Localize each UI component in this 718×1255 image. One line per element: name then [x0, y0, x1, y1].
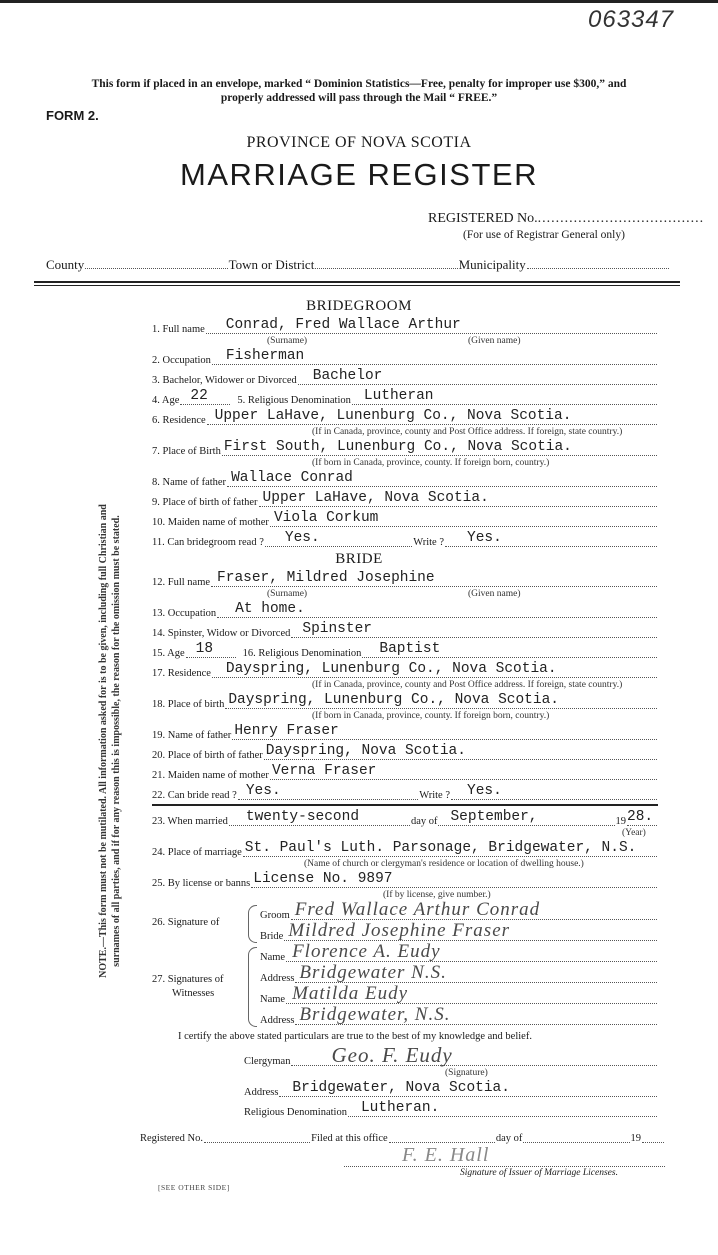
label: Filed at this office [311, 1133, 388, 1144]
label: Registered No. [140, 1133, 203, 1144]
label: 16. Religious Denomination [242, 648, 362, 659]
filed-year-input[interactable] [642, 1142, 664, 1143]
registered-number-field: REGISTERED No...................................... [428, 211, 705, 226]
license-number: License No. 9897 [253, 871, 393, 887]
label: 12. Full name [152, 577, 211, 588]
groom-status: Bachelor [312, 368, 383, 384]
label: 8. Name of father [152, 477, 227, 488]
given-name-hint: (Given name) [468, 589, 521, 599]
bride-signature-row [260, 922, 658, 943]
bride-religion: Baptist [379, 641, 441, 657]
groom-read-write-row [152, 529, 658, 549]
page-title: MARRIAGE REGISTER [180, 157, 538, 192]
filed-month-input[interactable] [523, 1142, 629, 1143]
issuer-signature-line [344, 1145, 665, 1167]
clergyman-row [244, 1043, 658, 1068]
groom-age-religion-row [152, 387, 658, 407]
side-note: NOTE.—This form must not be mutilated. All information asked for is to be given, including full Christian and surnames of all parties, and if for any reason this is impossible, the reason for the omission must be stated. [98, 504, 122, 978]
label: Write ? [413, 537, 444, 548]
groom-signature-field[interactable] [291, 900, 657, 920]
label: Religious Denomination [244, 1107, 347, 1118]
groom-residence-row [152, 407, 658, 427]
double-rule [34, 281, 680, 286]
bride-residence-row [152, 660, 658, 680]
license-hint: (If by license, give number.) [383, 890, 491, 900]
bride-status-row [152, 620, 658, 640]
label: 17. Residence [152, 668, 211, 679]
bride-status: Spinster [302, 621, 372, 637]
label: 4. Age [152, 395, 180, 406]
label: Write ? [419, 790, 450, 801]
bride-age-field[interactable] [186, 642, 236, 658]
groom-mother: Viola Corkum [273, 510, 379, 526]
groom-birthplace-field[interactable] [222, 440, 657, 456]
witness-2-address-field[interactable] [295, 1005, 657, 1025]
bride-mother-row [152, 762, 658, 782]
form-label: FORM 2. [46, 108, 99, 123]
groom-mother-field[interactable] [270, 511, 657, 527]
filed-day-input[interactable] [389, 1142, 495, 1143]
clergyman-religion-row [244, 1099, 658, 1119]
bride-status-field[interactable] [291, 622, 657, 638]
groom-religion-field[interactable] [352, 389, 657, 405]
groom-religion: Lutheran [363, 388, 434, 404]
label: 14. Spinster, Widow or Divorced [152, 628, 291, 639]
groom-birthplace-row [152, 438, 658, 458]
birthplace-hint: (If born in Canada, province, county. If foreign born, country.) [312, 711, 550, 721]
name-hint-line [152, 589, 658, 600]
bride-signature-field[interactable] [284, 921, 657, 941]
bride-father-birthplace: Dayspring, Nova Scotia. [265, 743, 466, 759]
label: 19 [615, 816, 627, 827]
bride-father-birthplace-field[interactable] [264, 744, 657, 760]
witnesses-label-2: Witnesses [172, 988, 215, 999]
place-of-marriage-field[interactable] [243, 841, 657, 857]
see-other-side: [SEE OTHER SIDE] [158, 1183, 230, 1192]
brace [248, 947, 257, 1027]
license-row [152, 870, 658, 890]
bridegroom-heading: BRIDEGROOM [306, 298, 412, 314]
label: Groom [260, 910, 290, 921]
groom-age: 22 [190, 388, 208, 404]
groom-full-name-field[interactable] [206, 318, 657, 334]
groom-full-name: Conrad, Fred Wallace Arthur [225, 317, 461, 333]
groom-can-write: Yes. [467, 530, 502, 546]
groom-full-name-row [152, 316, 658, 336]
groom-birthplace: First South, Lunenburg Co., Nova Scotia. [223, 439, 572, 455]
marriage-month: September, [450, 809, 538, 825]
brace [248, 905, 257, 943]
witness-2-address: Bridgewater, N.S. [299, 1004, 451, 1025]
label: day of [495, 1133, 523, 1144]
section-divider [152, 804, 658, 806]
top-border [0, 0, 718, 3]
bride-can-read-field[interactable] [238, 784, 418, 800]
label: 9. Place of birth of father [152, 497, 258, 508]
witness-1-address-row [260, 964, 658, 985]
groom-status-row [152, 367, 658, 387]
label: 19 [630, 1133, 642, 1144]
year-hint-line [152, 828, 658, 839]
label: 2. Occupation [152, 355, 211, 366]
groom-residence-field[interactable] [207, 409, 657, 425]
witness-1-address-field[interactable] [295, 963, 657, 983]
label: 13. Occupation [152, 608, 217, 619]
place-of-marriage-row [152, 839, 658, 859]
when-married-row [152, 808, 658, 828]
church-hint-line [152, 859, 658, 870]
label: Address [244, 1087, 279, 1098]
bride-full-name: Fraser, Mildred Josephine [217, 570, 435, 586]
groom-father-field[interactable] [227, 471, 657, 487]
registration-row [140, 1125, 665, 1145]
marriage-day: twenty-second [245, 809, 360, 825]
label: 22. Can bride read ? [152, 790, 237, 801]
bride-father: Henry Fraser [234, 723, 339, 739]
county-label: County [46, 257, 85, 272]
label: 24. Place of marriage [152, 847, 242, 858]
municipality-field[interactable] [527, 257, 669, 269]
clergyman-religion: Lutheran. [360, 1100, 440, 1116]
bride-signature: Mildred Josephine Fraser [288, 920, 511, 941]
residence-hint: (If in Canada, province, county and Post Office address. If foreign, state country.) [312, 680, 623, 690]
given-name-hint: (Given name) [468, 336, 521, 346]
couple-signatures [152, 901, 658, 943]
bride-father-row [152, 722, 658, 742]
county-field[interactable] [85, 257, 227, 269]
groom-occupation-field[interactable] [212, 349, 657, 365]
surname-hint: (Surname) [267, 336, 308, 346]
province-heading: PROVINCE OF NOVA SCOTIA [246, 134, 472, 151]
residence-hint-line [152, 680, 658, 691]
witness-2-name-row [260, 985, 658, 1006]
groom-status-field[interactable] [298, 369, 657, 385]
birthplace-hint: (If born in Canada, province, county. If foreign born, country.) [312, 458, 550, 468]
postal-notice-line-1: This form if placed in an envelope, marked “ Dominion Statistics—Free, penalty for improper use $300,” and [91, 78, 627, 90]
label: 19. Name of father [152, 730, 232, 741]
registered-number-label: REGISTERED No. [428, 211, 538, 226]
signature-of-label: 26. Signature of [152, 917, 220, 928]
witness-2-name-field[interactable] [286, 984, 657, 1004]
bride-birthplace-field[interactable] [225, 693, 657, 709]
bride-read-write-row [152, 782, 658, 802]
groom-can-read-field[interactable] [265, 531, 412, 547]
groom-occupation-row [152, 347, 658, 367]
groom-mother-row [152, 509, 658, 529]
registered-number-input[interactable] [204, 1142, 310, 1143]
witness-2-name: Matilda Eudy [292, 983, 409, 1004]
birthplace-hint-line [152, 458, 658, 469]
label: 25. By license or banns [152, 878, 251, 889]
bride-full-name-row [152, 569, 658, 589]
label: Bride [260, 931, 284, 942]
bride-can-write-field[interactable] [451, 784, 657, 800]
residence-hint: (If in Canada, province, county and Post Office address. If foreign, state country.) [312, 427, 623, 437]
clergyman-address: Bridgewater, Nova Scotia. [292, 1080, 510, 1096]
label: 18. Place of birth [152, 699, 225, 710]
surname-hint: (Surname) [267, 589, 308, 599]
witness-1-address: Bridgewater N.S. [299, 962, 447, 983]
label: day of [410, 816, 438, 827]
postal-notice-line-2: properly addressed will pass through the Mail “ FREE.” [220, 92, 498, 104]
label: 3. Bachelor, Widower or Divorced [152, 375, 297, 386]
name-hint-line [152, 336, 658, 347]
groom-father-birthplace: Upper LaHave, Nova Scotia. [262, 490, 489, 506]
label: 15. Age [152, 648, 185, 659]
witness-1-name-row [260, 943, 658, 964]
bride-father-field[interactable] [232, 724, 657, 740]
municipality-label: Municipality [458, 257, 526, 272]
witness-signatures [152, 943, 658, 1027]
certification-text: I certify the above stated particulars are true to the best of my knowledge and belief. [178, 1031, 532, 1042]
issuer-signature: F. E. Hall [402, 1144, 490, 1166]
year-hint: (Year) [622, 828, 646, 838]
label: 7. Place of Birth [152, 446, 221, 457]
groom-father: Wallace Conrad [231, 470, 353, 486]
groom-occupation: Fisherman [225, 348, 305, 364]
bride-occupation-field[interactable] [217, 602, 657, 618]
label: Clergyman [244, 1056, 291, 1067]
bride-occupation: At home. [235, 601, 305, 617]
location-row [46, 257, 670, 272]
groom-signature: Fred Wallace Arthur Conrad [294, 899, 541, 920]
groom-age-field[interactable] [180, 389, 230, 405]
bride-birthplace-row [152, 691, 658, 711]
bride-age: 18 [195, 641, 214, 657]
label: Name [260, 952, 286, 963]
label: 1. Full name [152, 324, 205, 335]
bride-mother-field[interactable] [270, 764, 657, 780]
signature-hint-line [152, 1068, 658, 1079]
issuer-caption: Signature of Issuer of Marriage Licenses. [460, 1168, 618, 1178]
label: 23. When married [152, 816, 228, 827]
license-field[interactable] [251, 872, 657, 888]
label: Address [260, 1015, 295, 1026]
marriage-year: 28. [627, 809, 654, 825]
bride-age-religion-row [152, 640, 658, 660]
bride-can-read: Yes. [245, 783, 281, 799]
registrar-note: (For use of Registrar General only) [463, 229, 625, 241]
marriage-month-field[interactable] [438, 810, 614, 826]
bride-father-birthplace-row [152, 742, 658, 762]
label: Name [260, 994, 286, 1005]
label: 5. Religious Denomination [237, 395, 351, 406]
document-number: 063347 [588, 6, 675, 33]
bride-mother: Verna Fraser [271, 763, 377, 779]
witness-1-name: Florence A. Eudy [292, 941, 441, 962]
bride-full-name-field[interactable] [211, 571, 657, 587]
bride-heading: BRIDE [335, 551, 383, 567]
marriage-year-field[interactable] [627, 810, 657, 826]
label: 20. Place of birth of father [152, 750, 263, 761]
label: 10. Maiden name of mother [152, 517, 269, 528]
label: 6. Residence [152, 415, 206, 426]
groom-signature-row [260, 901, 658, 922]
groom-residence: Upper LaHave, Lunenburg Co., Nova Scotia. [214, 408, 572, 424]
bride-can-write: Yes. [467, 783, 502, 799]
town-label: Town or District [228, 257, 315, 272]
clergyman-religion-field[interactable] [348, 1101, 657, 1117]
church-hint: (Name of church or clergyman's residence or location of dwelling house.) [304, 859, 584, 869]
groom-can-read: Yes. [284, 530, 320, 546]
clergyman-address-field[interactable] [279, 1081, 657, 1097]
label: 11. Can bridegroom read ? [152, 537, 264, 548]
form-body [140, 296, 658, 1193]
residence-hint-line [152, 427, 658, 438]
signature-hint: (Signature) [445, 1068, 488, 1078]
bride-residence-field[interactable] [212, 662, 657, 678]
town-field[interactable] [315, 257, 457, 269]
bride-birthplace: Dayspring, Lunenburg Co., Nova Scotia. [228, 692, 559, 708]
bride-religion-field[interactable] [362, 642, 657, 658]
groom-father-birthplace-row [152, 489, 658, 509]
witness-1-name-field[interactable] [286, 942, 657, 962]
label: Address [260, 973, 295, 984]
clergyman-signature-field[interactable] [291, 1045, 657, 1066]
groom-father-row [152, 469, 658, 489]
clergyman-address-row [244, 1079, 658, 1099]
marriage-day-field[interactable] [229, 810, 410, 826]
label: 21. Maiden name of mother [152, 770, 269, 781]
groom-father-birthplace-field[interactable] [259, 491, 657, 507]
groom-can-write-field[interactable] [445, 531, 657, 547]
bride-residence: Dayspring, Lunenburg Co., Nova Scotia. [225, 661, 557, 677]
place-of-marriage: St. Paul's Luth. Parsonage, Bridgewater, N.S. [244, 840, 637, 856]
witnesses-label-1: 27. Signatures of [152, 974, 224, 985]
birthplace-hint-line [152, 711, 658, 722]
bride-occupation-row [152, 600, 658, 620]
witness-2-address-row [260, 1006, 658, 1027]
clergyman-signature: Geo. F. Eudy [331, 1043, 453, 1067]
